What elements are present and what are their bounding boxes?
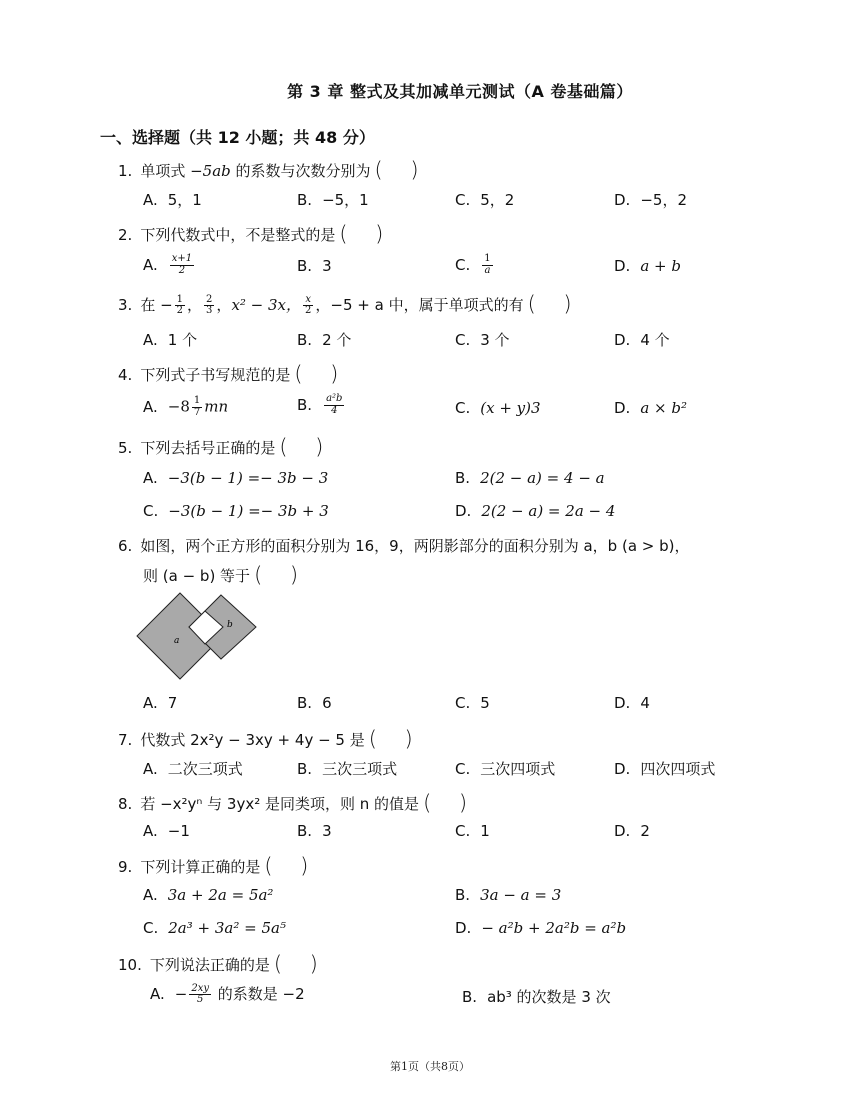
option-d: D. a × b² xyxy=(614,399,687,417)
option-d: D. 4 个 xyxy=(614,331,670,349)
question-8: 8. 若 −x²yⁿ 与 3yx² 是同类项，则 n 的值是( ) xyxy=(118,793,467,815)
question-1: 1. 单项式 −5ab 的系数与次数分别为( ) xyxy=(118,160,419,182)
option-b: B. 三次三项式 xyxy=(297,760,398,778)
label-a: a xyxy=(174,636,180,646)
answer-blank xyxy=(274,956,318,976)
option-a: A. 3a + 2a = 5a² xyxy=(143,886,274,904)
option-b: B. −5，1 xyxy=(297,191,369,209)
option-a: A. − $\frac{2xy}{5}$ 的系数是 −2 xyxy=(150,982,305,1005)
option-a: A. 5，1 xyxy=(143,191,202,209)
question-7: 7. 代数式 2x²y − 3xy + 4y − 5 是( ) xyxy=(118,729,413,751)
option-c: C. 5，2 xyxy=(455,191,515,209)
option-a: A. −1 xyxy=(143,822,190,840)
option-d: D. 4 xyxy=(614,694,650,712)
option-a: A. −3(b − 1) =− 3b − 3 xyxy=(143,469,329,487)
option-b: B. 2(2 − a) = 4 − a xyxy=(455,469,605,487)
answer-blank xyxy=(339,226,383,246)
option-a: A. $\frac{x+1}{2}$ xyxy=(143,253,193,276)
question-2: 2. 下列代数式中，不是整式的是( ) xyxy=(118,224,383,246)
page-footer: 第1页（共8页） xyxy=(390,1060,470,1073)
question-6-line-2: 则 (a − b) 等于( ) xyxy=(143,565,298,587)
option-d: D. 2 xyxy=(614,822,650,840)
option-d: D. 四次四项式 xyxy=(614,760,716,778)
option-a: A. 二次三项式 xyxy=(143,760,243,778)
question-6: 6. 如图，两个正方形的面积分别为 16，9，两阴影部分的面积分别为 a，b (a > b)， xyxy=(118,537,690,555)
label-b: b xyxy=(227,620,233,630)
question-10: 10. 下列说法正确的是( ) xyxy=(118,954,318,976)
option-b: B. 2 个 xyxy=(297,331,352,349)
option-c: C. 5 xyxy=(455,694,490,712)
option-c: C. $\frac{1}{a}$ xyxy=(455,253,491,276)
option-b: B. 3 xyxy=(297,257,332,275)
page-title: 第 3 章 整式及其加减单元测试（A 卷基础篇） xyxy=(287,82,633,101)
answer-blank xyxy=(264,858,308,878)
question-5: 5. 下列去括号正确的是( ) xyxy=(118,437,323,459)
answer-blank xyxy=(528,296,572,316)
option-a: A. 7 xyxy=(143,694,178,712)
option-b: B. 3 xyxy=(297,822,332,840)
option-b: B. $\frac{\text{a²b}}{4}$ xyxy=(297,393,343,416)
option-c: C. 3 个 xyxy=(455,331,510,349)
option-a: A. −8 $\frac{1}{7}$ mn xyxy=(143,395,229,418)
option-c: C. 三次四项式 xyxy=(455,760,556,778)
question-9: 9. 下列计算正确的是( ) xyxy=(118,856,308,878)
option-c: C. 2a³ + 3a² = 5a⁵ xyxy=(143,919,286,937)
option-d: D. a + b xyxy=(614,257,681,275)
option-b: B. ab³ 的次数是 3 次 xyxy=(462,988,611,1006)
section-heading: 一、选择题（共 12 小题；共 48 分） xyxy=(100,128,375,147)
option-d: D. 2(2 − a) = 2a − 4 xyxy=(455,502,616,520)
answer-blank xyxy=(375,162,419,182)
squares-figure xyxy=(134,590,260,686)
question-4: 4. 下列式子书写规范的是( ) xyxy=(118,364,338,386)
option-b: B. 3a − a = 3 xyxy=(455,886,562,904)
option-c: C. −3(b − 1) =− 3b + 3 xyxy=(143,502,329,520)
option-d: D. − a²b + 2a²b = a²b xyxy=(455,919,627,937)
answer-blank xyxy=(279,439,323,459)
option-d: D. −5，2 xyxy=(614,191,687,209)
answer-blank xyxy=(369,731,413,751)
answer-blank xyxy=(423,795,467,815)
option-b: B. 6 xyxy=(297,694,332,712)
option-c: C. 1 xyxy=(455,822,490,840)
answer-blank xyxy=(294,366,338,386)
option-c: C. (x + y)3 xyxy=(455,399,541,417)
question-3: 3. 在 − $\frac{1}{2}$ ， $\frac{2}{3}$ ，x² − 3x， $\frac{x}{2}$ ，−5 + a 中，属于单项式的有( ) xyxy=(118,294,572,317)
answer-blank xyxy=(254,567,298,587)
option-a: A. 1 个 xyxy=(143,331,198,349)
